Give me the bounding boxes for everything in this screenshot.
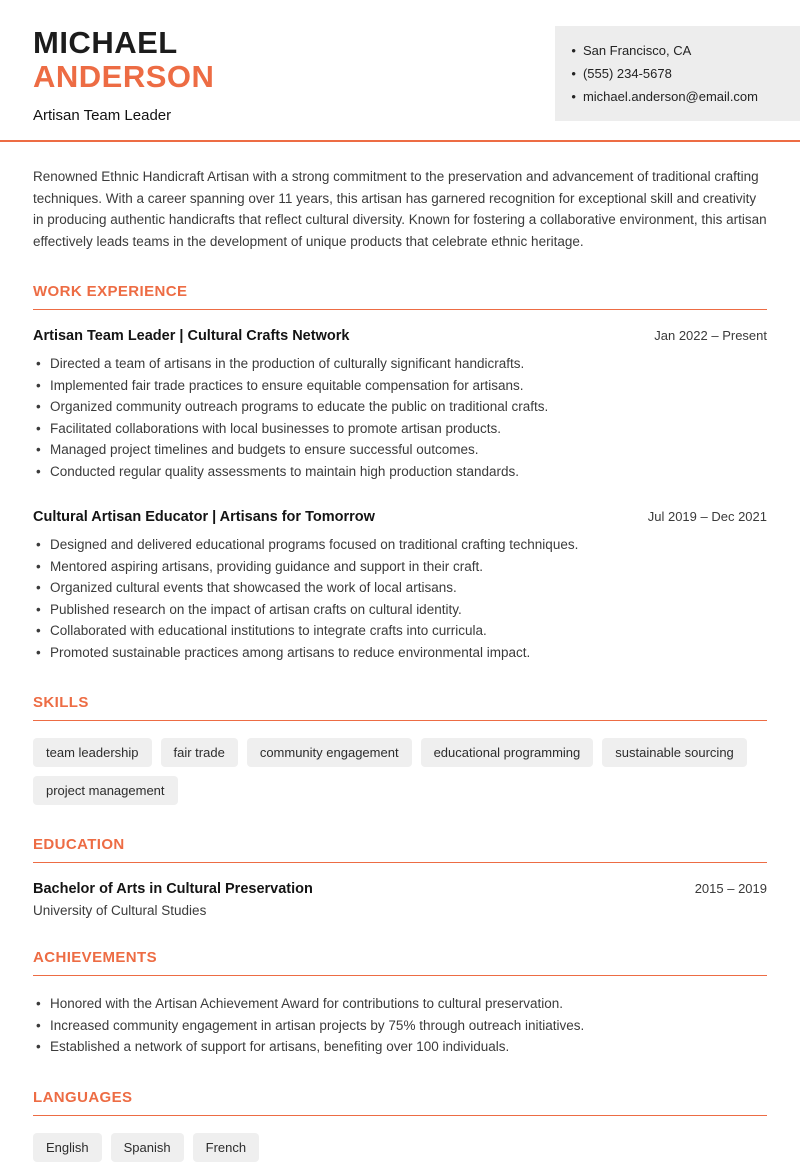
section-heading-education: EDUCATION bbox=[33, 836, 767, 863]
bullet-item: • Published research on the impact of artisan crafts on cultural identity. bbox=[33, 599, 767, 621]
job-entry bbox=[33, 509, 767, 663]
skill-chip: project management bbox=[33, 776, 178, 805]
contact-phone: • (555) 234-5678 bbox=[571, 62, 758, 85]
skills-chip-list bbox=[33, 738, 767, 805]
education-header-row bbox=[33, 881, 767, 897]
skill-chip: community engagement bbox=[247, 738, 412, 767]
language-chip: French bbox=[193, 1133, 259, 1162]
bullet-item: • Established a network of support for artisans, benefiting over 100 individuals. bbox=[33, 1036, 767, 1058]
section-work-experience bbox=[33, 283, 767, 663]
job-bullet-list bbox=[33, 534, 767, 663]
last-name: ANDERSON bbox=[33, 59, 215, 95]
bullet-item: • Increased community engagement in artisan projects by 75% through outreach initiatives. bbox=[33, 1015, 767, 1037]
header-divider bbox=[0, 140, 800, 142]
job-entry bbox=[33, 328, 767, 482]
bullet-item: • Collaborated with educational institutions to integrate crafts into curricula. bbox=[33, 620, 767, 642]
bullet-item: • Implemented fair trade practices to ensure equitable compensation for artisans. bbox=[33, 375, 767, 397]
bullet-item: • Directed a team of artisans in the production of culturally significant handicrafts. bbox=[33, 353, 767, 375]
header-role: Artisan Team Leader bbox=[33, 107, 172, 125]
job-bullet-list bbox=[33, 353, 767, 482]
education-dates: 2015 – 2019 bbox=[694, 881, 767, 897]
first-name: MICHAEL bbox=[33, 25, 178, 60]
job-title: Artisan Team Leader | Cultural Crafts Network bbox=[33, 328, 350, 345]
skill-chip: fair trade bbox=[161, 738, 238, 767]
bullet-item: • Conducted regular quality assessments to maintain high production standards. bbox=[33, 461, 767, 483]
language-chip: English bbox=[33, 1133, 102, 1162]
language-chip: Spanish bbox=[111, 1133, 184, 1162]
job-header-row bbox=[33, 328, 767, 344]
bullet-item: • Mentored aspiring artisans, providing guidance and support in their craft. bbox=[33, 556, 767, 578]
bullet-item: • Honored with the Artisan Achievement Award for contributions to cultural preservation. bbox=[33, 993, 767, 1015]
name-block bbox=[33, 26, 214, 124]
summary-paragraph: Renowned Ethnic Handicraft Artisan with a strong commitment to the preservation and advancement of traditional crafting techniques. With a career spanning over 11 years, this artisan has garnered recognition for exceptional skill and creativity in producing authentic handicrafts that reflect cultural diversity. Known for fostering a collaborative environment, this artisan effectively leads teams in the development of unique products that celebrate ethnic heritage. bbox=[33, 169, 767, 249]
section-heading-work: WORK EXPERIENCE bbox=[33, 283, 767, 310]
bullet-item: • Managed project timelines and budgets to ensure successful outcomes. bbox=[33, 439, 767, 461]
job-title: Cultural Artisan Educator | Artisans for Tomorrow bbox=[33, 509, 375, 526]
achievements-bullet-list bbox=[33, 993, 767, 1058]
contact-location: • San Francisco, CA bbox=[571, 39, 758, 62]
resume-body bbox=[0, 166, 800, 1162]
bullet-item: • Promoted sustainable practices among artisans to reduce environmental impact. bbox=[33, 642, 767, 664]
education-school: University of Cultural Studies bbox=[33, 903, 207, 919]
resume-header bbox=[0, 0, 800, 124]
bullet-item: • Organized cultural events that showcased the work of local artisans. bbox=[33, 577, 767, 599]
section-languages bbox=[33, 1089, 767, 1162]
section-heading-languages: LANGUAGES bbox=[33, 1089, 767, 1116]
bullet-item: • Facilitated collaborations with local businesses to promote artisan products. bbox=[33, 418, 767, 440]
skill-chip: team leadership bbox=[33, 738, 152, 767]
contact-email: • michael.anderson@email.com bbox=[571, 85, 758, 108]
languages-chip-list bbox=[33, 1133, 767, 1162]
bullet-item: • Organized community outreach programs to educate the public on traditional crafts. bbox=[33, 396, 767, 418]
job-dates: Jul 2019 – Dec 2021 bbox=[647, 509, 767, 525]
section-education bbox=[33, 836, 767, 918]
section-heading-skills: SKILLS bbox=[33, 694, 767, 721]
skill-chip: sustainable sourcing bbox=[602, 738, 747, 767]
section-skills bbox=[33, 694, 767, 805]
section-heading-achievements: ACHIEVEMENTS bbox=[33, 949, 767, 976]
bullet-item: • Designed and delivered educational programs focused on traditional crafting techniques. bbox=[33, 534, 767, 556]
skill-chip: educational programming bbox=[421, 738, 594, 767]
section-achievements bbox=[33, 949, 767, 1058]
job-header-row bbox=[33, 509, 767, 525]
job-dates: Jan 2022 – Present bbox=[654, 328, 767, 344]
contact-box bbox=[555, 26, 800, 121]
education-degree: Bachelor of Arts in Cultural Preservation bbox=[33, 881, 313, 898]
